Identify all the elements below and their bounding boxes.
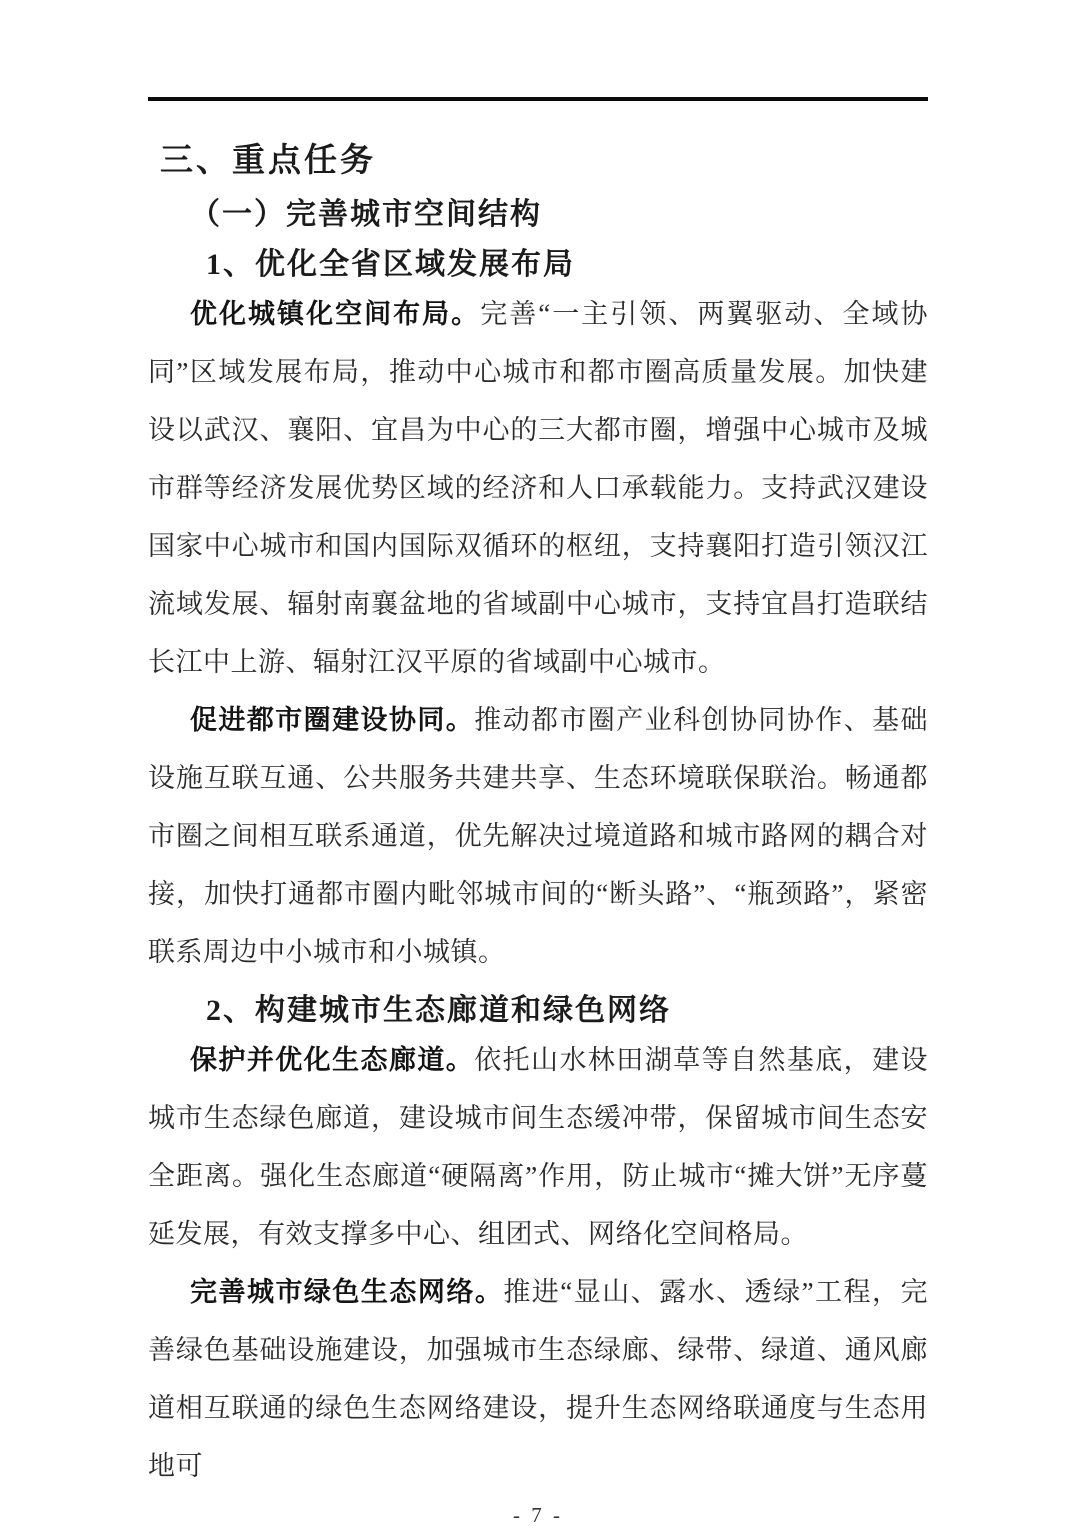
paragraph: [148, 285, 928, 691]
paragraph: [148, 1263, 928, 1495]
subsection-heading: （一）完善城市空间结构: [190, 198, 542, 231]
paragraph: [148, 1031, 928, 1263]
paragraph-lead: 完善城市绿色生态网络。: [190, 1277, 504, 1307]
paragraph-lead: 保护并优化生态廊道。: [190, 1045, 475, 1075]
paragraph-text: 推动都市圈产业科创协同协作、基础设施互联互通、公共服务共建共享、生态环境联保联治。畅通都市圈之间相互联系通道，优先解决过境道路和城市路网的耦合对接，加快打通都市圈内毗邻城市间的“断头路”、“瓶颈路”，紧密联系周边中小城市和小城镇。: [148, 705, 929, 967]
section-heading: 三、重点任务: [160, 141, 376, 178]
numbered-heading: 1、优化全省区域发展布局: [206, 248, 575, 281]
paragraph-text: 依托山水林田湖草等自然基底，建设城市生态绿色廊道，建设城市间生态缓冲带，保留城市间生态安全距离。强化生态廊道“硬隔离”作用，防止城市“摊大饼”无序蔓延发展，有效支撑多中心、组团式、网络化空间格局。: [148, 1045, 929, 1249]
paragraph-text: 完善“一主引领、两翼驱动、全域协同”区域发展布局，推动中心城市和都市圈高质量发展。加快建设以武汉、襄阳、宜昌为中心的三大都市圈，增强中心城市及城市群等经济发展优势区域的经济和人口承载能力。支持武汉建设国家中心城市和国内国际双循环的枢纽，支持襄阳打造引领汉江流域发展、辐射南襄盆地的省域副中心城市，支持宜昌打造联结长江中上游、辐射江汉平原的省域副中心城市。: [148, 299, 929, 677]
document-content: [148, 0, 928, 1528]
numbered-heading: 2、构建城市生态廊道和绿色网络: [206, 994, 671, 1027]
paragraph: [148, 691, 928, 981]
document-blocks: [148, 139, 928, 1495]
paragraph-lead: 优化城镇化空间布局。: [190, 299, 481, 329]
top-divider: [148, 97, 928, 101]
page-number: - 7 -: [513, 1503, 563, 1527]
paragraph-lead: 促进都市圈建设协同。: [190, 705, 475, 735]
paragraph-text: 推进“显山、露水、透绿”工程，完善绿色基础设施建设，加强城市生态绿廊、绿带、绿道、通风廊道相互联通的绿色生态网络建设，提升生态网络联通度与生态用地可: [148, 1277, 929, 1481]
